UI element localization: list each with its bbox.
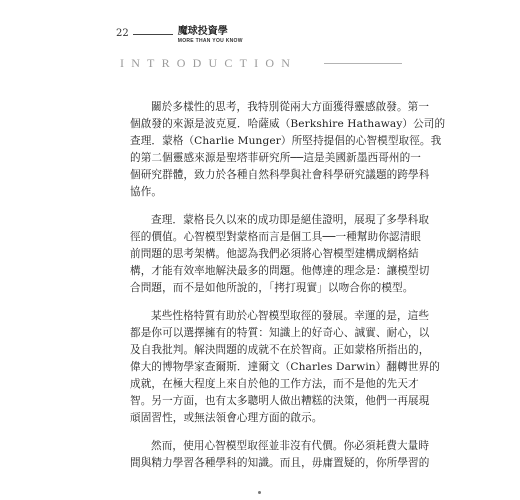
book-subtitle: MORE THAN YOU KNOW: [177, 38, 243, 44]
text-line: 頑固習性，或無法領會心理方面的啟示。: [130, 412, 323, 424]
text-line: 偉大的博物學家查爾斯．達爾文（Charles Darwin）翻轉世界的: [130, 361, 440, 373]
text-line: 及自我批判。解決問題的成就不在於智商。正如蒙格所指出的，: [130, 344, 430, 356]
text-line: 某些性格特質有助於心智模型取徑的發展。幸運的是，這些: [151, 310, 430, 322]
paragraph: [130, 212, 430, 297]
text-line: 查理．蒙格（Charlie Munger）所堅持提倡的心智模型取徑。我: [130, 135, 442, 147]
paragraph: [130, 308, 440, 427]
book-title-block: [178, 26, 243, 45]
book-title: 魔球投資學: [177, 26, 228, 37]
text-line: 成就，在極大程度上來自於他的工作方法，而不是他的先天才: [130, 378, 419, 390]
text-line: 前問題的思考架構。他認為我們必須將心智模型建構成網格結: [130, 248, 419, 260]
page-bottom-mark: [258, 491, 261, 494]
running-header: [116, 26, 243, 45]
section-heading-rule: [324, 63, 402, 64]
text-line: 合問題，而不是如他所說的，「拷打現實」以吻合你的模型。: [130, 282, 414, 294]
page-number: 22: [116, 28, 129, 39]
text-line: 協作。: [130, 186, 163, 198]
text-line: 徑的價值。心智模型對蒙格而言是個工具──一種幫助你認清眼: [130, 231, 421, 243]
header-rule: [133, 34, 173, 35]
paragraph: [130, 438, 430, 472]
text-line: 個研究群體，致力於各種自然科學與社會科學研究議題的跨學科: [130, 169, 430, 181]
text-line: 都是你可以選擇擁有的特質：知識上的好奇心、誠實、耐心，以: [130, 327, 430, 339]
text-line: 的第二個靈感來源是聖塔菲研究所──這是美國新墨西哥州的一: [130, 152, 421, 164]
text-line: 查理．蒙格長久以來的成功即是絕佳證明，展現了多學科取: [151, 214, 430, 226]
text-line: 智。另一方面，也有太多聰明人做出糟糕的決策，他們一再展現: [130, 395, 430, 407]
text-line: 然而，使用心智模型取徑並非沒有代價。你必須耗費大量時: [151, 440, 430, 452]
text-line: 構，才能有效率地解決最多的問題。他傳達的理念是：讓模型切: [130, 265, 430, 277]
text-line: 關於多樣性的思考，我特別從兩大方面獲得靈感啟發。第一: [151, 101, 430, 113]
text-line: 間與精力學習各種學科的知識。而且，毋庸置疑的，你所學習的: [130, 457, 430, 469]
body-text: [130, 99, 446, 483]
paragraph: [130, 99, 446, 201]
text-line: 個啟發的來源是波克夏．哈薩威（Berkshire Hathaway）公司的: [130, 118, 446, 130]
section-heading: INTRODUCTION: [120, 56, 298, 70]
